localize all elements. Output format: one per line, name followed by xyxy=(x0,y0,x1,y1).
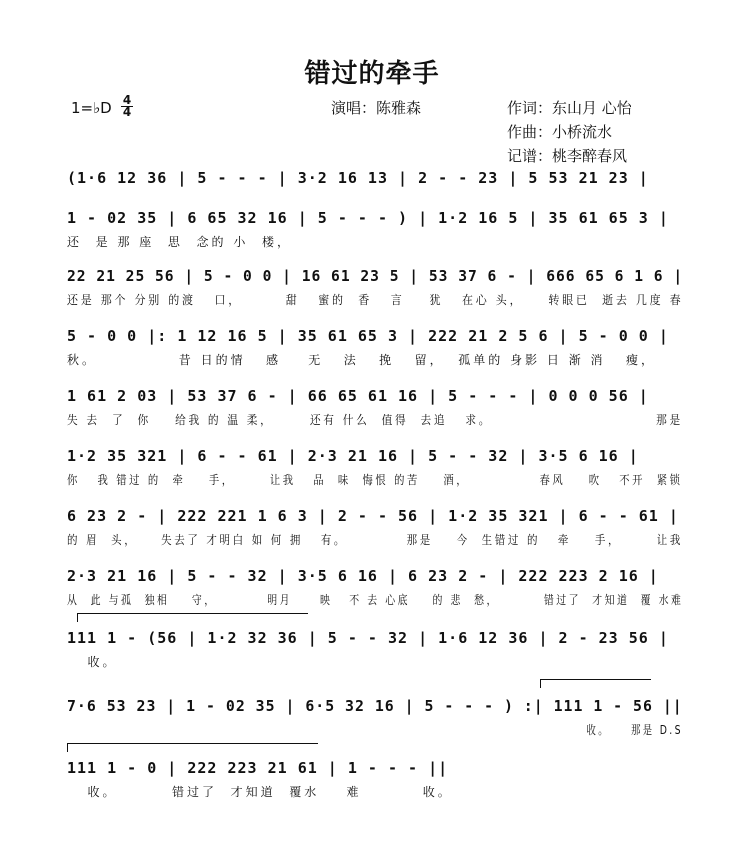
singer-credit: 演唱：陈雅森 xyxy=(331,99,422,117)
lyric-line: 从 此 与孤 独相 守， 明月 映 不 去 心底 的 悲 愁， 错过了 才知道 覆 水难 xyxy=(67,593,684,607)
transcriber-credit: 记谱：桃李醉春风 xyxy=(507,147,628,165)
notation-line: 111 1 - 0 | 222 223 21 61 | 1 - - - || xyxy=(67,759,449,777)
time-signature-top: 4 xyxy=(122,93,132,107)
lyric-line: 你 我 错过 的 牵 手， 让我 品 味 悔恨 的苦 酒， 春风 吹 不开 紧锁 xyxy=(67,473,683,487)
notation-line: 6 23 2 - | 222 221 1 6 3 | 2 - - 56 | 1·2 35 321 | 6 - - 61 | xyxy=(67,507,679,525)
lyric-line: 的 眉 头， 失去了 才明白 如 何 拥 有。 那是 今 生错过 的 牵 手， 让我 xyxy=(67,533,684,547)
notation-line: 5 - 0 0 |: 1 12 16 5 | 35 61 65 3 | 222 21 2 5 6 | 5 - 0 0 | xyxy=(67,327,669,345)
lyric-line: 收。 错过了 才知道 覆水 难 收。 xyxy=(67,785,453,799)
lyric-line: 收。 那是 D.S xyxy=(67,723,683,737)
lyric-line: 失 去 了 你 给我 的 温 柔， 还有 什么 值得 去追 求。 那是 xyxy=(67,413,683,427)
lyric-line: 收。 xyxy=(67,655,118,669)
key-signature: 1=♭D xyxy=(71,99,112,117)
notation-line: 1 61 2 03 | 53 37 6 - | 66 65 61 16 | 5 - - - | 0 0 0 56 | xyxy=(67,387,649,405)
score-sheet xyxy=(37,37,707,805)
notation-line: 1·2 35 321 | 6 - - 61 | 2·3 21 16 | 5 - - 32 | 3·5 6 16 | xyxy=(67,447,639,465)
volta-bracket-3 xyxy=(67,743,318,752)
notation-line: 111 1 - (56 | 1·2 32 36 | 5 - - 32 | 1·6 12 36 | 2 - 23 56 | xyxy=(67,629,669,647)
notation-line: 2·3 21 16 | 5 - - 32 | 3·5 6 16 | 6 23 2 - | 222 223 2 16 | xyxy=(67,567,659,585)
lyric-line: 秋。 昔 日的情 感 无 法 挽 留， 孤单的 身影 日 渐 消 瘦， xyxy=(67,353,656,367)
notation-line: 1 - 02 35 | 6 65 32 16 | 5 - - - ) | 1·2 16 5 | 35 61 65 3 | xyxy=(67,209,669,227)
time-signature xyxy=(120,95,134,118)
lyric-line: 还是 那个 分别 的渡 口， 甜 蜜的 香 言 犹 在心 头， 转眼已 逝去 几度 春 xyxy=(67,293,684,307)
time-signature-bottom: 4 xyxy=(122,105,132,119)
lyricist-credit: 作词：东山月 心怡 xyxy=(507,99,632,117)
volta-bracket-1 xyxy=(77,613,308,622)
composer-credit: 作曲：小桥流水 xyxy=(507,123,613,141)
notation-line: 7·6 53 23 | 1 - 02 35 | 6·5 32 16 | 5 - - - ) :| 111 1 - 56 || xyxy=(67,697,683,715)
lyric-line: 还 是 那 座 思 念的 小 楼， xyxy=(67,235,292,249)
volta-bracket-2 xyxy=(540,679,651,688)
song-title: 错过的牵手 xyxy=(304,59,440,89)
notation-line: 22 21 25 56 | 5 - 0 0 | 16 61 23 5 | 53 37 6 - | 666 65 6 1 6 | xyxy=(67,267,684,285)
notation-line: (1·6 12 36 | 5 - - - | 3·2 16 13 | 2 - - 23 | 5 53 21 23 | xyxy=(67,169,649,187)
